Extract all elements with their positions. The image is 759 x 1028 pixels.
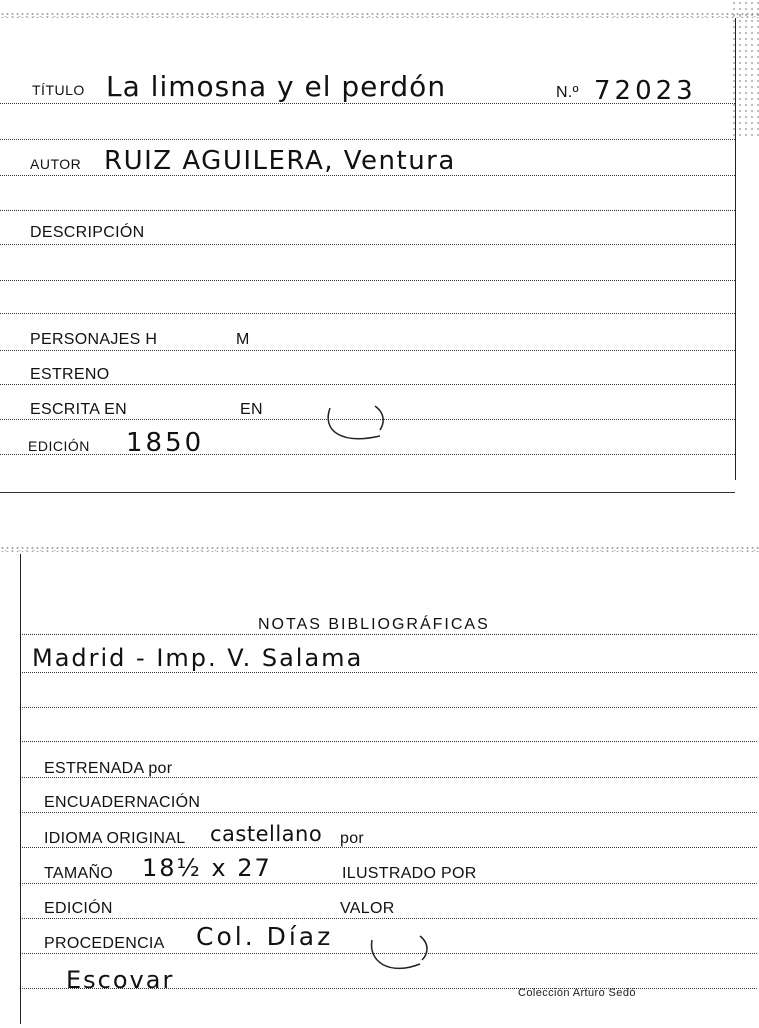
ilustrado-label: ILUSTRADO POR xyxy=(342,865,477,882)
catalog-card-back xyxy=(0,540,759,1028)
rule-2 xyxy=(0,139,735,140)
card-bottom-edge xyxy=(0,492,735,493)
personajes-m-label: M xyxy=(236,331,250,348)
encuadernacion-label: ENCUADERNACIÓN xyxy=(44,794,201,811)
encuadernacion-rule xyxy=(22,812,757,813)
personajes-label: PERSONAJES H xyxy=(30,331,158,348)
rule-4 xyxy=(0,210,735,211)
notas-heading: NOTAS BIBLIOGRÁFICAS xyxy=(258,616,490,633)
coleccion-stamp: Colección Arturo Sedó xyxy=(518,987,636,999)
rule-b4 xyxy=(22,741,757,742)
procedencia-value: Col. Díaz xyxy=(196,922,334,951)
rule-b3 xyxy=(22,707,757,708)
numero-label: N.º xyxy=(556,84,579,101)
idioma-por-label: por xyxy=(340,830,365,847)
procedencia-label: PROCEDENCIA xyxy=(44,935,165,952)
escrita-en-label: EN xyxy=(240,401,263,418)
rule-7 xyxy=(0,313,735,314)
estrenada-label: ESTRENADA por xyxy=(44,760,173,777)
catalog-card-front xyxy=(0,0,759,494)
estreno-rule xyxy=(0,384,735,385)
notas-value-rule xyxy=(22,672,757,673)
edicion-b-label: EDICIÓN xyxy=(44,900,113,917)
numero-value: 72023 xyxy=(594,76,697,106)
autor-label: AUTOR xyxy=(30,156,82,172)
edicion-b-rule xyxy=(22,918,757,919)
edicion-rule xyxy=(0,454,735,455)
ink-bracket-mark-2 xyxy=(364,932,434,982)
notas-value: Madrid - Imp. V. Salama xyxy=(32,644,364,672)
tamano-rule xyxy=(22,883,757,884)
tamano-value: 18½ x 27 xyxy=(142,854,272,882)
ink-bracket-mark xyxy=(320,400,390,450)
procedencia-value-2: Escovar xyxy=(66,966,175,994)
edicion-value: 1850 xyxy=(126,428,205,458)
titulo-value: La limosna y el perdón xyxy=(106,70,447,103)
escrita-label: ESCRITA EN xyxy=(30,401,127,418)
valor-label: VALOR xyxy=(340,900,395,917)
estreno-label: ESTRENO xyxy=(30,366,110,383)
scan-edge-top-2 xyxy=(0,546,759,552)
autor-value: RUIZ AGUILERA, Ventura xyxy=(104,146,456,176)
personajes-rule xyxy=(0,350,735,351)
idioma-label: IDIOMA ORIGINAL xyxy=(44,830,186,847)
rule-6 xyxy=(0,280,735,281)
descripcion-label: DESCRIPCIÓN xyxy=(30,224,145,241)
edicion-label: EDICIÓN xyxy=(28,438,90,454)
descripcion-rule xyxy=(0,244,735,245)
notas-rule xyxy=(22,634,757,635)
card-right-border xyxy=(735,18,736,480)
tamano-label: TAMAÑO xyxy=(44,865,114,882)
card-left-border xyxy=(20,554,21,1024)
titulo-label: TÍTULO xyxy=(32,82,85,98)
scan-edge-top xyxy=(0,12,759,18)
idioma-value: castellano xyxy=(210,822,323,846)
